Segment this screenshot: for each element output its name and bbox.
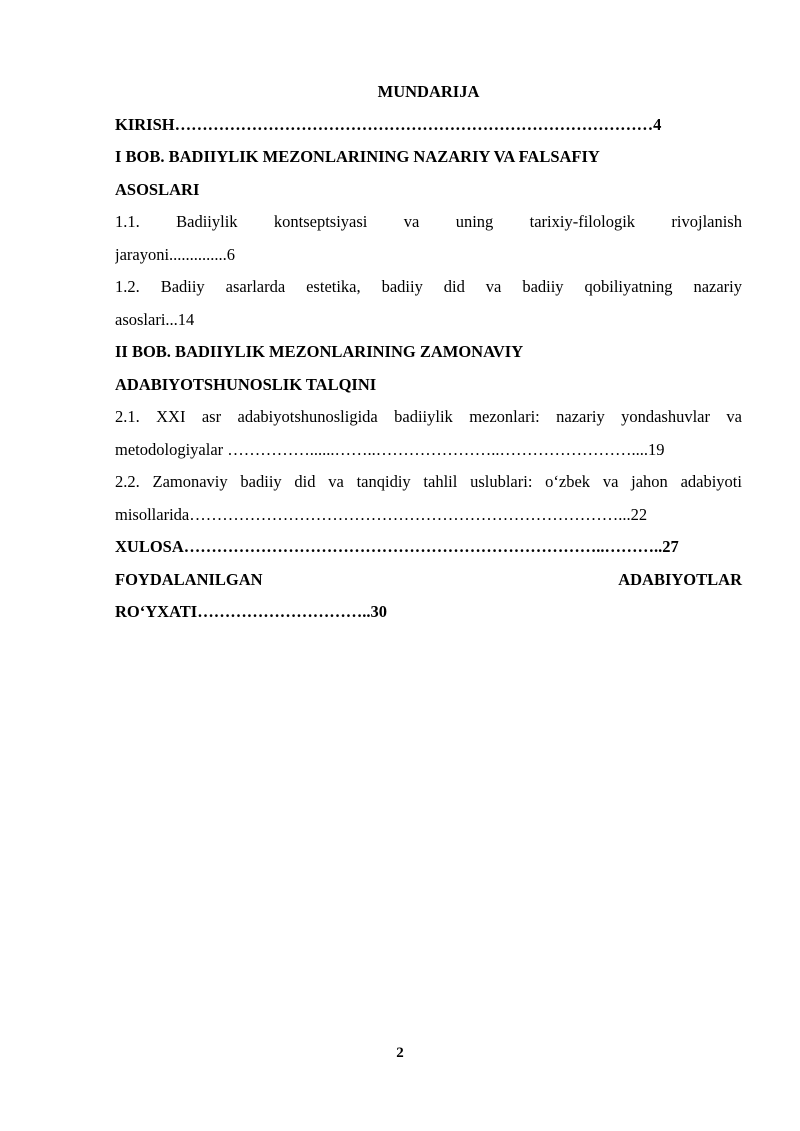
toc-section-1-2 xyxy=(115,271,742,304)
toc-entry-bibliography xyxy=(115,564,742,597)
toc-word: Zamonaviy xyxy=(152,472,228,491)
toc-chapter-1-title-cont: ASOSLARI xyxy=(115,179,200,199)
toc-entry-xulosa: XULOSA…………………………………………………………………..………..27 xyxy=(115,537,679,556)
toc-section-2-1-cont: metodologiyalar ……………......……..…………………..……………………....19 xyxy=(115,439,665,459)
toc-word: 1.2. xyxy=(115,277,140,296)
toc-word: uslublari: xyxy=(470,472,533,491)
toc-section-1-2-cont: asoslari...14 xyxy=(115,309,195,329)
toc-word: va xyxy=(403,212,420,231)
page-number: 2 xyxy=(396,1045,404,1061)
toc-word: kontseptsiyasi xyxy=(273,212,368,231)
toc-word: badiiy xyxy=(381,277,423,296)
toc-word: 2.2. xyxy=(115,472,140,491)
toc-word: rivojlanish xyxy=(671,212,742,231)
toc-word: mezonlari: xyxy=(469,407,540,426)
toc-word: va xyxy=(602,472,619,491)
toc-entry-kirish: KIRISH……………………………………………………………………………4 xyxy=(115,114,662,134)
toc-word: estetika, xyxy=(306,277,361,296)
toc-chapter-2-title: II BOB. BADIIYLIK MEZONLARINING ZAMONAVIY xyxy=(115,342,524,361)
toc-word: asarlarda xyxy=(225,277,286,296)
toc-word: va xyxy=(726,407,742,426)
toc-word: o‘zbek xyxy=(545,472,591,491)
toc-word: yondashuvlar xyxy=(621,407,710,426)
toc-word: va xyxy=(328,472,344,491)
toc-word: badiiy xyxy=(522,277,564,296)
toc-word: badiiy xyxy=(240,472,282,491)
toc-word: tahlil xyxy=(423,472,458,491)
toc-word: adabiyotshunosligida xyxy=(237,407,378,426)
toc-word: did xyxy=(294,472,316,491)
table-of-contents xyxy=(115,76,742,629)
toc-section-1-1 xyxy=(115,206,742,239)
toc-word: FOYDALANILGAN xyxy=(115,569,263,589)
toc-word: XXI xyxy=(156,407,186,426)
toc-word: ADABIYOTLAR xyxy=(618,569,742,589)
toc-title: MUNDARIJA xyxy=(377,82,480,101)
toc-word: 1.1. xyxy=(115,212,140,231)
toc-word: uning xyxy=(455,212,494,231)
toc-chapter-2-title-cont: ADABIYOTSHUNOSLIK TALQINI xyxy=(115,374,377,394)
toc-word: badiiylik xyxy=(394,407,453,426)
toc-word: tarixiy-filologik xyxy=(529,212,636,231)
toc-word: nazariy xyxy=(693,277,742,296)
toc-word: jahon xyxy=(631,472,668,491)
toc-section-2-2-cont: misollarida……………………………………………………………………...22 xyxy=(115,504,648,524)
toc-word: adabiyoti xyxy=(680,472,742,491)
toc-word: Badiiylik xyxy=(176,212,238,231)
toc-section-2-1 xyxy=(115,401,742,434)
toc-word: asr xyxy=(201,407,222,426)
toc-word: va xyxy=(485,277,502,296)
toc-section-2-2 xyxy=(115,466,742,499)
toc-section-1-1-cont: jarayoni..............6 xyxy=(115,244,236,264)
toc-chapter-1-title: I BOB. BADIIYLIK MEZONLARINING NAZARIY VA FALSAFIY xyxy=(115,147,600,166)
toc-entry-bibliography-cont: RO‘YXATI…………………………..30 xyxy=(115,602,387,621)
toc-word: nazariy xyxy=(556,407,605,426)
toc-word: 2.1. xyxy=(115,407,140,426)
toc-word: Badiiy xyxy=(160,277,205,296)
toc-word: tanqidiy xyxy=(356,472,411,491)
toc-word: qobiliyatning xyxy=(584,277,673,296)
toc-word: did xyxy=(443,277,465,296)
